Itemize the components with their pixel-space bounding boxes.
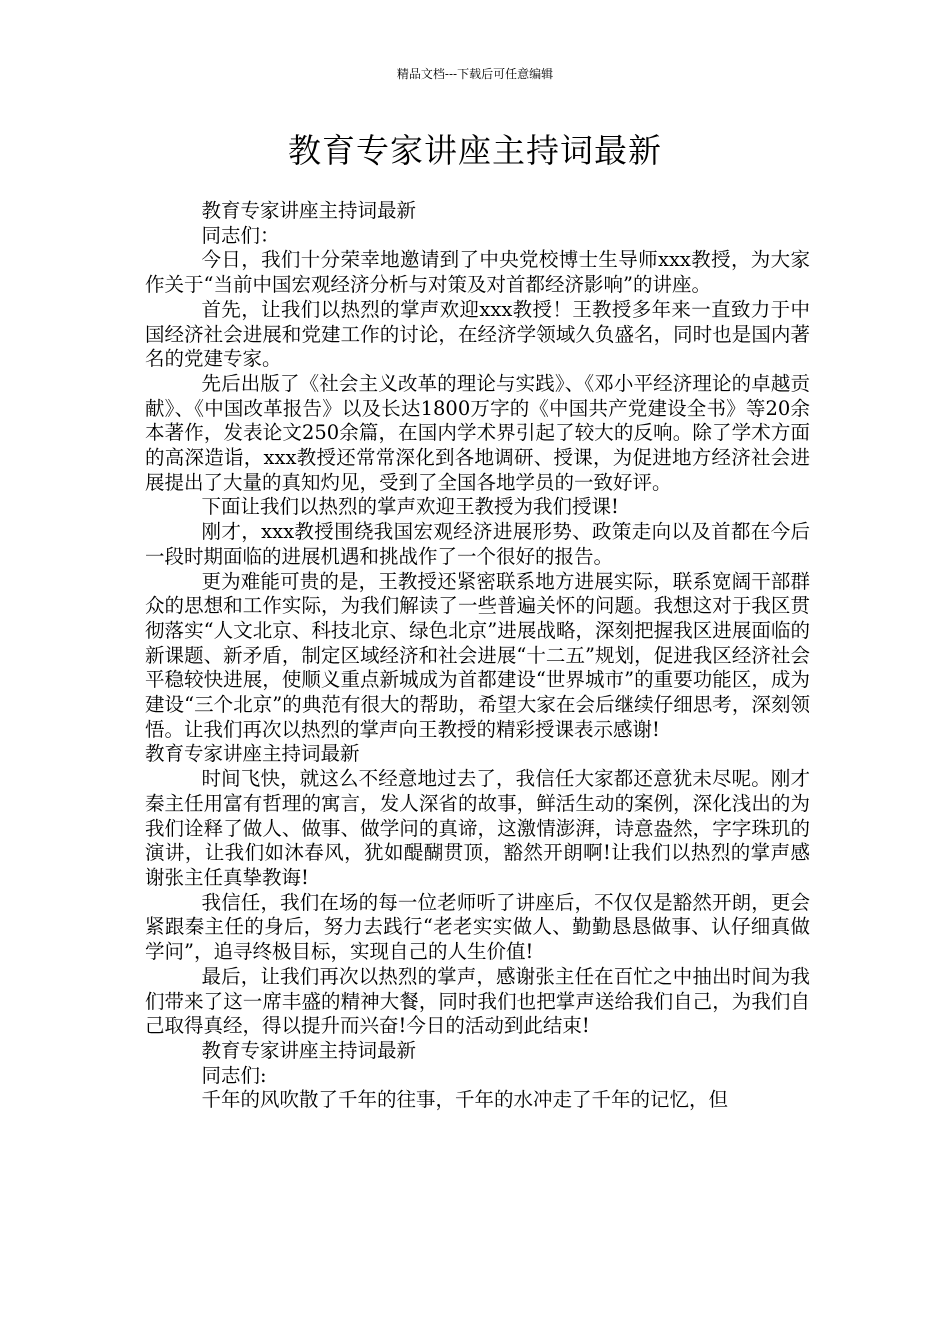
body-paragraph: 同志们： bbox=[201, 223, 280, 247]
body-paragraph: 首先，让我们以热烈的掌声欢迎xxx教授！王教授多年来一直致力于中国经济社会进展和党建工作的讨论，在经济学领域久负盛名，同时也是国内著名的党建专家。 bbox=[145, 297, 810, 371]
document-body bbox=[145, 199, 810, 1113]
document-title: 教育专家讲座主持词最新 bbox=[288, 131, 662, 170]
body-paragraph: 先后出版了《社会主义改革的理论与实践》、《邓小平经济理论的卓越贡献》、《中国改革报告》以及长达1800万字的《中国共产党建设全书》等20余本著作，发表论文250余篇，在国内学术界引起了较大的反响。除了学术方面的高深造诣，xxx教授还常常深化到各地调研、授课，为促进地方经济社会进展提出了大量的真知灼见，受到了全国各地学员的一致好评。 bbox=[145, 371, 810, 494]
body-paragraph: 时间飞快，就这么不经意地过去了，我信任大家都还意犹未尽呢。刚才秦主任用富有哲理的寓言，发人深省的故事，鲜活生动的案例，深化浅出的为我们诠释了做人、做事、做学问的真谛，这激情澎湃，诗意盎然，字字珠玑的演讲，让我们如沐春风，犹如醍醐贯顶，豁然开朗啊!让我们以热烈的掌声感谢张主任真挚教诲! bbox=[145, 767, 810, 889]
body-paragraph: 千年的风吹散了千年的往事，千年的水冲走了千年的记忆，但 bbox=[201, 1088, 729, 1112]
body-paragraph: 更为难能可贵的是，王教授还紧密联系地方进展实际，联系宽阔干部群众的思想和工作实际，为我们解读了一些普遍关怀的问题。我想这对于我区贯彻落实“人文北京、科技北京、绿色北京”进展战略，深刻把握我区进展面临的新课题、新矛盾，制定区域经济和社会进展“十二五”规划，促进我区经济社会平稳较快进展，使顺义重点新城成为首都建设“世界城市”的重要功能区，成为建设“三个北京”的典范有很大的帮助，希望大家在会后继续仔细思考，深刻领悟。让我们再次以热烈的掌声向王教授的精彩授课表示感谢! bbox=[145, 569, 810, 741]
body-paragraph: 同志们: bbox=[201, 1063, 267, 1087]
body-paragraph: 刚才，xxx教授围绕我国宏观经济进展形势、政策走向以及首都在今后一段时期面临的进展机遇和挑战作了一个很好的报告。 bbox=[145, 520, 810, 568]
body-paragraph: 我信任，我们在场的每一位老师听了讲座后，不仅仅是豁然开朗，更会紧跟秦主任的身后，努力去践行“老老实实做人、勤勤恳恳做事、认仔细真做学问”，追寻终极目标，实现自己的人生价值! bbox=[145, 890, 810, 964]
body-paragraph: 下面让我们以热烈的掌声欢迎王教授为我们授课! bbox=[201, 495, 619, 519]
body-paragraph: 教育专家讲座主持词最新 bbox=[145, 742, 360, 766]
body-paragraph: 教育专家讲座主持词最新 bbox=[201, 199, 417, 222]
body-paragraph: 最后，让我们再次以热烈的掌声，感谢张主任在百忙之中抽出时间为我们带来了这一席丰盛的精神大餐，同时我们也把掌声送给我们自己，为我们自己取得真经，得以提升而兴奋!今日的活动到此结束! bbox=[145, 964, 810, 1038]
page-header: 精品文档---下载后可任意编辑 bbox=[396, 67, 554, 81]
body-paragraph: 教育专家讲座主持词最新 bbox=[201, 1038, 417, 1062]
body-paragraph: 今日，我们十分荣幸地邀请到了中央党校博士生导师xxx教授，为大家作关于“当前中国宏观经济分析与对策及对首都经济影响”的讲座。 bbox=[145, 248, 810, 297]
